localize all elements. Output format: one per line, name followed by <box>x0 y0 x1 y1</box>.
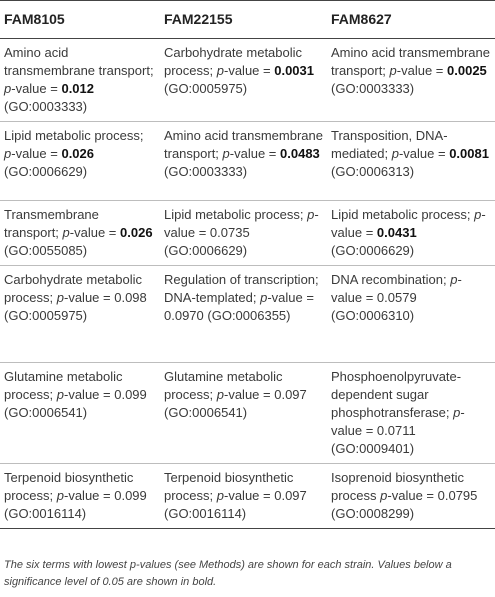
p-value-label: -value = <box>398 146 450 161</box>
table-cell <box>160 201 327 266</box>
table-cell <box>0 201 160 266</box>
p-symbol: p <box>56 488 64 503</box>
table-cell <box>0 39 160 122</box>
column-header-fam8627: FAM8627 <box>327 1 495 39</box>
go-id: (GO:0005975) <box>4 308 88 323</box>
go-id: (GO:0009401) <box>331 441 415 456</box>
go-term-name: Isoprenoid biosynthetic process <box>331 470 464 503</box>
go-term-name: Lipid metabolic process; <box>331 207 471 222</box>
p-value-label: -value = <box>331 272 462 305</box>
go-id: (GO:0006313) <box>331 164 415 179</box>
go-id: (GO:0005975) <box>164 81 248 96</box>
p-value: 0.0579 <box>376 290 417 305</box>
table-cell <box>327 464 495 529</box>
p-symbol: p <box>450 272 458 287</box>
p-value: 0.098 <box>114 290 147 305</box>
p-value-label: -value = <box>64 387 115 402</box>
table-cell <box>327 39 495 122</box>
go-id: (GO:0008299) <box>331 506 415 521</box>
p-value: 0.012 <box>61 81 95 96</box>
go-id: (GO:0006355) <box>207 308 291 323</box>
p-value-label: -value = <box>224 63 275 78</box>
go-term-name: Transmembrane transport; <box>4 207 99 240</box>
table-row <box>0 464 495 529</box>
go-term-name: Carbohydrate metabolic process; <box>4 272 143 305</box>
go-term-name: DNA recombination; <box>331 272 447 287</box>
p-value: 0.0795 <box>437 488 478 503</box>
table-cell <box>327 363 495 464</box>
table-cell <box>327 122 495 201</box>
p-symbol: p <box>216 387 224 402</box>
p-symbol: p <box>222 146 230 161</box>
go-id: (GO:0006629) <box>331 243 415 258</box>
table-cell <box>160 464 327 529</box>
table-cell <box>327 201 495 266</box>
p-value: 0.0735 <box>209 225 250 240</box>
go-term-name: Lipid metabolic process; <box>4 128 144 143</box>
table-cell <box>160 363 327 464</box>
go-id: (GO:0006310) <box>331 308 415 323</box>
p-value-label: -value = <box>64 488 115 503</box>
p-value-label: -value = <box>69 225 121 240</box>
table-cell <box>160 122 327 201</box>
table-cell <box>0 363 160 464</box>
p-value-label: -value = <box>11 81 62 96</box>
go-id: (GO:0003333) <box>331 81 415 96</box>
go-id: (GO:0006541) <box>164 405 248 420</box>
table-cell <box>160 266 327 363</box>
p-value-label: -value = <box>11 146 62 161</box>
table-row <box>0 122 495 201</box>
go-id: (GO:0006629) <box>164 243 248 258</box>
p-value-label: -value = <box>331 405 465 438</box>
p-value: 0.0431 <box>376 225 417 240</box>
go-term-name: Transposition, DNA-mediated; <box>331 128 448 161</box>
table-cell <box>0 122 160 201</box>
go-id: (GO:0055085) <box>4 243 88 258</box>
go-term-name: Terpenoid biosynthetic process; <box>4 470 134 503</box>
table-cell <box>0 464 160 529</box>
p-value: 0.0483 <box>280 146 320 161</box>
p-value-label: -value = <box>396 63 448 78</box>
go-id: (GO:0006541) <box>4 405 88 420</box>
table-cell <box>0 266 160 363</box>
p-symbol: p <box>380 488 388 503</box>
p-value-label: -value = <box>64 290 115 305</box>
go-id: (GO:0003333) <box>4 99 88 114</box>
column-header-fam8105: FAM8105 <box>0 1 160 39</box>
go-term-name: Amino acid transmembrane transport; <box>164 128 323 161</box>
p-value: 0.026 <box>61 146 95 161</box>
p-symbol: p <box>62 225 70 240</box>
p-value-label: -value = <box>331 207 486 240</box>
p-value-label: -value = <box>164 207 319 240</box>
go-term-name: Glutamine metabolic process; <box>4 369 123 402</box>
p-symbol: p <box>307 207 315 222</box>
header-row <box>0 1 495 39</box>
go-id: (GO:0003333) <box>164 164 248 179</box>
go-term-name: Carbohydrate metabolic process; <box>164 45 303 78</box>
p-value: 0.0025 <box>447 63 487 78</box>
go-id: (GO:0016114) <box>4 506 87 521</box>
p-symbol: p <box>389 63 397 78</box>
table-row <box>0 201 495 266</box>
p-value: 0.099 <box>114 488 147 503</box>
p-symbol: p <box>391 146 399 161</box>
table-cell <box>160 39 327 122</box>
go-term-name: Amino acid transmembrane transport; <box>4 45 154 78</box>
p-value: 0.0970 <box>164 308 204 323</box>
p-value: 0.099 <box>114 387 147 402</box>
go-term-name: Amino acid transmembrane transport; <box>331 45 490 78</box>
p-value-label: -value = <box>229 146 281 161</box>
p-symbol: p <box>474 207 482 222</box>
p-value: 0.0031 <box>274 63 314 78</box>
go-term-name: Phosphoenolpyruvate-dependent sugar phosphotransferase; <box>331 369 462 420</box>
p-value: 0.0081 <box>449 146 489 161</box>
go-id: (GO:0006629) <box>4 164 88 179</box>
go-term-name: Terpenoid biosynthetic process; <box>164 470 294 503</box>
p-value-label: -value = <box>224 488 275 503</box>
table-row <box>0 266 495 363</box>
p-symbol: p <box>4 81 12 96</box>
p-value-label: -value = <box>267 290 314 305</box>
p-symbol: p <box>4 146 12 161</box>
p-symbol: p <box>216 488 224 503</box>
p-value-label: -value = <box>387 488 438 503</box>
go-id: (GO:0016114) <box>164 506 247 521</box>
go-term-name: Lipid metabolic process; <box>164 207 304 222</box>
p-value: 0.0711 <box>376 423 416 438</box>
p-symbol: p <box>453 405 461 420</box>
p-symbol: p <box>56 387 64 402</box>
p-symbol: p <box>56 290 64 305</box>
table-row <box>0 39 495 122</box>
p-value: 0.097 <box>274 488 307 503</box>
go-term-name: Regulation of transcription; DNA-templated; <box>164 272 319 305</box>
table-footnote: The six terms with lowest p-values (see Methods) are shown for each strain. Values below a significance level of 0.05 are shown in bold. <box>4 559 452 588</box>
p-value-label: -value = <box>224 387 275 402</box>
table-row <box>0 363 495 464</box>
p-value: 0.026 <box>120 225 153 240</box>
go-term-name: Glutamine metabolic process; <box>164 369 283 402</box>
p-value: 0.097 <box>274 387 307 402</box>
column-header-fam22155: FAM22155 <box>160 1 327 39</box>
table-cell <box>327 266 495 363</box>
p-symbol: p <box>260 290 268 305</box>
p-symbol: p <box>216 63 224 78</box>
